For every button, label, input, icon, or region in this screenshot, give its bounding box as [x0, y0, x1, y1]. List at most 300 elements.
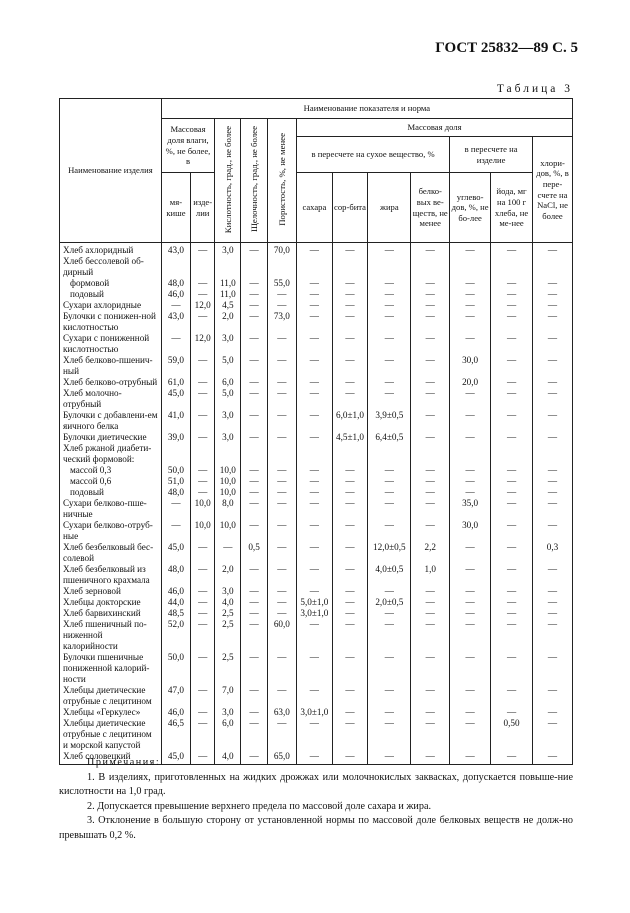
cell-value: 3,0 — [215, 410, 241, 432]
cell-value: — — [332, 685, 368, 707]
cell-value: 3,0 — [215, 432, 241, 443]
cell-value: — — [411, 718, 450, 751]
cell-value — [491, 443, 533, 465]
cell-value: — — [450, 707, 491, 718]
cell-value: — — [191, 564, 215, 586]
cell-value: 47,0 — [161, 685, 190, 707]
table-row — [60, 355, 573, 377]
table-row — [60, 300, 573, 311]
cell-value: — — [368, 520, 411, 542]
cell-value: — — [450, 388, 491, 410]
cell-value: — — [297, 619, 333, 652]
note-2: 2. Допускается превышение верхнего предела по массовой доле сахара и жира. — [87, 800, 432, 812]
cell-value: — — [332, 707, 368, 718]
cell-value: — — [332, 718, 368, 751]
product-name: Хлебцы диетические отрубные с лецитином и морской капустой — [60, 718, 162, 751]
cell-value: — — [368, 707, 411, 718]
cell-value: — — [267, 300, 296, 311]
product-name: Хлеб белково-пшенич-ный — [60, 355, 162, 377]
col-product: Наименование изделия — [60, 99, 162, 243]
cell-value: — — [297, 377, 333, 388]
cell-value: — — [450, 432, 491, 443]
cell-value: 5,0±1,0 — [297, 597, 333, 608]
cell-value: — — [533, 278, 573, 289]
cell-value: 50,0 — [161, 465, 190, 476]
cell-value: — — [267, 542, 296, 564]
table-row — [60, 564, 573, 586]
cell-value: — — [533, 333, 573, 355]
cell-value: — — [533, 465, 573, 476]
cell-value: — — [533, 432, 573, 443]
notes-heading: Примечания: — [87, 757, 161, 768]
product-name: Булочки пшеничные пониженной калорий-ности — [60, 652, 162, 685]
table-row — [60, 377, 573, 388]
cell-value: 30,0 — [450, 520, 491, 542]
cell-value: — — [332, 564, 368, 586]
cell-value: — — [297, 289, 333, 300]
col-acidity: Кислотность, град., не более — [215, 119, 241, 243]
col-chlorides: хлори-дов, %, в пере-счете на NaCl, не более — [533, 137, 573, 243]
cell-value: — — [533, 718, 573, 751]
cell-value: 10,0 — [191, 498, 215, 520]
col-moisture-item: изде-лии — [191, 173, 215, 243]
cell-value: — — [368, 718, 411, 751]
cell-value: — — [332, 465, 368, 476]
cell-value: 6,0 — [215, 718, 241, 751]
cell-value: — — [491, 564, 533, 586]
cell-value — [368, 256, 411, 278]
cell-value: — — [297, 278, 333, 289]
cell-value: 10,0 — [215, 520, 241, 542]
cell-value: — — [533, 498, 573, 520]
cell-value: — — [191, 289, 215, 300]
cell-value: — — [368, 652, 411, 685]
cell-value: — — [368, 476, 411, 487]
cell-value: 8,0 — [215, 498, 241, 520]
cell-value: — — [332, 751, 368, 765]
cell-value: — — [491, 751, 533, 765]
cell-value — [411, 443, 450, 465]
cell-value: 11,0 — [215, 278, 241, 289]
col-indicator: Наименование показателя и норма — [161, 99, 572, 119]
cell-value: — — [191, 487, 215, 498]
cell-value: 60,0 — [267, 619, 296, 652]
col-fat: жира — [368, 173, 411, 243]
cell-value: — — [411, 597, 450, 608]
table-row — [60, 597, 573, 608]
cell-value: — — [450, 685, 491, 707]
table-row — [60, 476, 573, 487]
cell-value: — — [411, 652, 450, 685]
cell-value: 3,0 — [215, 586, 241, 597]
col-iodine: йода, мг на 100 г хлеба, не ме-нее — [491, 173, 533, 243]
cell-value: — — [297, 410, 333, 432]
cell-value: — — [241, 564, 267, 586]
table-label: Таблица 3 — [496, 83, 573, 95]
table-row — [60, 707, 573, 718]
cell-value: — — [267, 333, 296, 355]
cell-value: — — [332, 243, 368, 257]
cell-value: — — [491, 520, 533, 542]
cell-value: — — [297, 718, 333, 751]
cell-value: 48,0 — [161, 564, 190, 586]
cell-value: 6,0±1,0 — [332, 410, 368, 432]
cell-value: — — [450, 333, 491, 355]
cell-value: — — [533, 751, 573, 765]
product-name: Хлеб безбелковый бес-солевой — [60, 542, 162, 564]
cell-value: — — [241, 300, 267, 311]
cell-value: — — [191, 751, 215, 765]
cell-value: — — [533, 597, 573, 608]
product-name: Булочки диетические — [60, 432, 162, 443]
cell-value: — — [267, 586, 296, 597]
product-name: Сухари белково-пше-ничные — [60, 498, 162, 520]
cell-value: — — [450, 597, 491, 608]
cell-value: — — [191, 707, 215, 718]
cell-value: — — [332, 520, 368, 542]
cell-value — [267, 256, 296, 278]
cell-value: — — [450, 586, 491, 597]
cell-value: — — [491, 333, 533, 355]
cell-value: — — [297, 432, 333, 443]
cell-value: — — [450, 278, 491, 289]
cell-value: — — [491, 542, 533, 564]
cell-value: — — [411, 498, 450, 520]
product-name: Хлебцы «Геркулес» — [60, 707, 162, 718]
cell-value: — — [450, 289, 491, 300]
cell-value: — — [241, 707, 267, 718]
cell-value: — — [491, 388, 533, 410]
cell-value: 39,0 — [161, 432, 190, 443]
gost-header: ГОСТ 25832—89 С. 5 — [435, 40, 578, 56]
table-row — [60, 718, 573, 751]
cell-value: — — [297, 520, 333, 542]
table-row — [60, 487, 573, 498]
product-name: Сухари с пониженной кислотностью — [60, 333, 162, 355]
cell-value: — — [491, 465, 533, 476]
cell-value: 2,2 — [411, 542, 450, 564]
cell-value: — — [368, 751, 411, 765]
cell-value: 20,0 — [450, 377, 491, 388]
cell-value: — — [267, 718, 296, 751]
col-moisture-soft: мя-кише — [161, 173, 190, 243]
cell-value: 46,0 — [161, 289, 190, 300]
cell-value: 4,0 — [215, 751, 241, 765]
cell-value: — — [191, 542, 215, 564]
cell-value: 50,0 — [161, 652, 190, 685]
cell-value: — — [491, 377, 533, 388]
cell-value: — — [241, 487, 267, 498]
product-name: Хлеб барвихинский — [60, 608, 162, 619]
cell-value: — — [267, 355, 296, 377]
cell-value: — — [241, 586, 267, 597]
cell-value: — — [241, 652, 267, 685]
product-name: Хлеб бессолевой об-дирный — [60, 256, 162, 278]
cell-value: — — [241, 608, 267, 619]
cell-value: — — [491, 432, 533, 443]
cell-value: — — [411, 685, 450, 707]
cell-value — [411, 256, 450, 278]
cell-value: — — [191, 586, 215, 597]
cell-value: — — [267, 520, 296, 542]
cell-value: — — [533, 487, 573, 498]
cell-value: — — [267, 465, 296, 476]
cell-value: — — [191, 685, 215, 707]
cell-value — [161, 443, 190, 465]
product-name: Хлеб пшеничный по-ниженной калорийности — [60, 619, 162, 652]
cell-value: — — [267, 476, 296, 487]
cell-value: — — [332, 476, 368, 487]
cell-value: — — [491, 597, 533, 608]
cell-value: — — [332, 300, 368, 311]
cell-value: — — [368, 498, 411, 520]
cell-value: — — [297, 564, 333, 586]
cell-value: — — [411, 388, 450, 410]
cell-value: — — [450, 410, 491, 432]
cell-value: — — [297, 542, 333, 564]
cell-value: — — [450, 542, 491, 564]
cell-value: — — [241, 498, 267, 520]
cell-value: — — [267, 432, 296, 443]
col-sorbitol: сор-бита — [332, 173, 368, 243]
cell-value: — — [267, 597, 296, 608]
cell-value: — — [297, 476, 333, 487]
cell-value: — — [215, 542, 241, 564]
cell-value: 5,0 — [215, 388, 241, 410]
table-row — [60, 410, 573, 432]
cell-value: — — [533, 619, 573, 652]
cell-value: — — [332, 498, 368, 520]
cell-value: 2,0±0,5 — [368, 597, 411, 608]
cell-value: — — [450, 718, 491, 751]
cell-value: 45,0 — [161, 751, 190, 765]
cell-value — [332, 256, 368, 278]
cell-value: 2,0 — [215, 564, 241, 586]
cell-value: 4,5 — [215, 300, 241, 311]
cell-value: — — [332, 619, 368, 652]
cell-value: 4,5±1,0 — [332, 432, 368, 443]
cell-value: 51,0 — [161, 476, 190, 487]
cell-value: — — [297, 652, 333, 685]
cell-value: — — [267, 608, 296, 619]
cell-value: — — [191, 652, 215, 685]
cell-value: — — [241, 311, 267, 333]
cell-value: — — [411, 751, 450, 765]
cell-value — [450, 256, 491, 278]
cell-value: 43,0 — [161, 311, 190, 333]
cell-value: — — [368, 685, 411, 707]
cell-value: — — [491, 707, 533, 718]
cell-value: — — [491, 410, 533, 432]
cell-value: — — [191, 410, 215, 432]
cell-value: — — [368, 377, 411, 388]
cell-value — [241, 443, 267, 465]
cell-value: — — [533, 564, 573, 586]
cell-value: — — [533, 377, 573, 388]
cell-value: — — [191, 311, 215, 333]
cell-value: — — [450, 465, 491, 476]
cell-value: — — [450, 243, 491, 257]
cell-value: 46,5 — [161, 718, 190, 751]
cell-value: — — [450, 564, 491, 586]
cell-value: — — [533, 311, 573, 333]
cell-value: — — [450, 300, 491, 311]
cell-value: — — [191, 465, 215, 476]
cell-value: — — [450, 487, 491, 498]
cell-value: — — [297, 388, 333, 410]
cell-value: 6,0 — [215, 377, 241, 388]
cell-value: — — [241, 388, 267, 410]
cell-value: — — [161, 520, 190, 542]
table-row — [60, 619, 573, 652]
cell-value: — — [241, 410, 267, 432]
cell-value: — — [533, 289, 573, 300]
cell-value — [161, 256, 190, 278]
cell-value: — — [297, 300, 333, 311]
col-carbs: углево-дов, %, не бо-лее — [450, 173, 491, 243]
cell-value: — — [241, 597, 267, 608]
cell-value: — — [368, 355, 411, 377]
cell-value: — — [533, 243, 573, 257]
cell-value: — — [533, 707, 573, 718]
col-per-item: в пересчете на изделие — [450, 137, 533, 173]
cell-value: — — [332, 608, 368, 619]
cell-value: 2,0 — [215, 311, 241, 333]
cell-value: — — [332, 278, 368, 289]
product-name: Хлеб безбелковый из пшеничного крахмала — [60, 564, 162, 586]
cell-value: 3,9±0,5 — [368, 410, 411, 432]
cell-value: 12,0 — [191, 333, 215, 355]
cell-value: — — [533, 608, 573, 619]
cell-value: — — [533, 652, 573, 685]
cell-value — [267, 443, 296, 465]
cell-value: — — [491, 487, 533, 498]
product-name: формовой — [60, 278, 162, 289]
col-dry-basis: в пересчете на сухое вещество, % — [297, 137, 450, 173]
cell-value: — — [267, 410, 296, 432]
cell-value: — — [368, 333, 411, 355]
cell-value: 0,3 — [533, 542, 573, 564]
cell-value: — — [332, 289, 368, 300]
cell-value: 43,0 — [161, 243, 190, 257]
cell-value — [450, 443, 491, 465]
cell-value: 48,0 — [161, 278, 190, 289]
cell-value: — — [332, 542, 368, 564]
cell-value: 2,5 — [215, 619, 241, 652]
cell-value: — — [411, 289, 450, 300]
cell-value — [215, 443, 241, 465]
cell-value: — — [241, 476, 267, 487]
cell-value: — — [241, 465, 267, 476]
cell-value: — — [267, 487, 296, 498]
cell-value — [191, 443, 215, 465]
cell-value: — — [411, 300, 450, 311]
cell-value: — — [297, 465, 333, 476]
cell-value: — — [161, 300, 190, 311]
cell-value: — — [368, 388, 411, 410]
cell-value: 2,5 — [215, 608, 241, 619]
product-name: массой 0,6 — [60, 476, 162, 487]
table-row — [60, 243, 573, 257]
cell-value: — — [332, 586, 368, 597]
cell-value: 10,0 — [215, 465, 241, 476]
cell-value — [191, 256, 215, 278]
cell-value: — — [332, 487, 368, 498]
cell-value: — — [191, 388, 215, 410]
cell-value: — — [297, 355, 333, 377]
cell-value: — — [297, 751, 333, 765]
cell-value: — — [491, 498, 533, 520]
product-name: Хлеб зерновой — [60, 586, 162, 597]
cell-value: 45,0 — [161, 388, 190, 410]
cell-value: 30,0 — [450, 355, 491, 377]
cell-value: — — [267, 377, 296, 388]
cell-value: 55,0 — [267, 278, 296, 289]
cell-value: 0,50 — [491, 718, 533, 751]
cell-value: — — [533, 355, 573, 377]
cell-value: — — [191, 355, 215, 377]
cell-value: — — [241, 289, 267, 300]
cell-value: — — [191, 243, 215, 257]
cell-value: — — [297, 311, 333, 333]
cell-value: 3,0 — [215, 243, 241, 257]
product-name: подовый — [60, 289, 162, 300]
cell-value: 4,0 — [215, 597, 241, 608]
cell-value: — — [491, 355, 533, 377]
cell-value: — — [332, 377, 368, 388]
cell-value: 10,0 — [215, 487, 241, 498]
cell-value: — — [450, 608, 491, 619]
cell-value: — — [491, 243, 533, 257]
col-sugar: сахара — [297, 173, 333, 243]
col-mass-share: Массовая доля — [297, 119, 573, 137]
cell-value: 12,0±0,5 — [368, 542, 411, 564]
col-moisture: Массовая доля влаги, %, не более, в — [161, 119, 214, 173]
cell-value: — — [411, 432, 450, 443]
cell-value: 1,0 — [411, 564, 450, 586]
cell-value: 11,0 — [215, 289, 241, 300]
table-row — [60, 652, 573, 685]
cell-value: — — [411, 707, 450, 718]
cell-value: — — [491, 619, 533, 652]
cell-value: — — [241, 333, 267, 355]
table-row — [60, 498, 573, 520]
cell-value: — — [241, 520, 267, 542]
cell-value: — — [332, 652, 368, 685]
cell-value: 3,0±1,0 — [297, 707, 333, 718]
cell-value — [241, 256, 267, 278]
cell-value: — — [332, 355, 368, 377]
cell-value: 0,5 — [241, 542, 267, 564]
cell-value: 65,0 — [267, 751, 296, 765]
cell-value: — — [191, 608, 215, 619]
table-row — [60, 608, 573, 619]
cell-value: — — [491, 685, 533, 707]
cell-value: — — [267, 498, 296, 520]
cell-value: 44,0 — [161, 597, 190, 608]
cell-value: — — [297, 333, 333, 355]
cell-value — [368, 443, 411, 465]
cell-value: — — [411, 520, 450, 542]
cell-value: — — [368, 300, 411, 311]
product-name: Булочки с добавлени-ем яичного белка — [60, 410, 162, 432]
cell-value: — — [241, 751, 267, 765]
cell-value: — — [368, 465, 411, 476]
product-name: Сухари ахлоридные — [60, 300, 162, 311]
cell-value: — — [297, 586, 333, 597]
cell-value: — — [241, 243, 267, 257]
norms-table — [59, 98, 573, 765]
